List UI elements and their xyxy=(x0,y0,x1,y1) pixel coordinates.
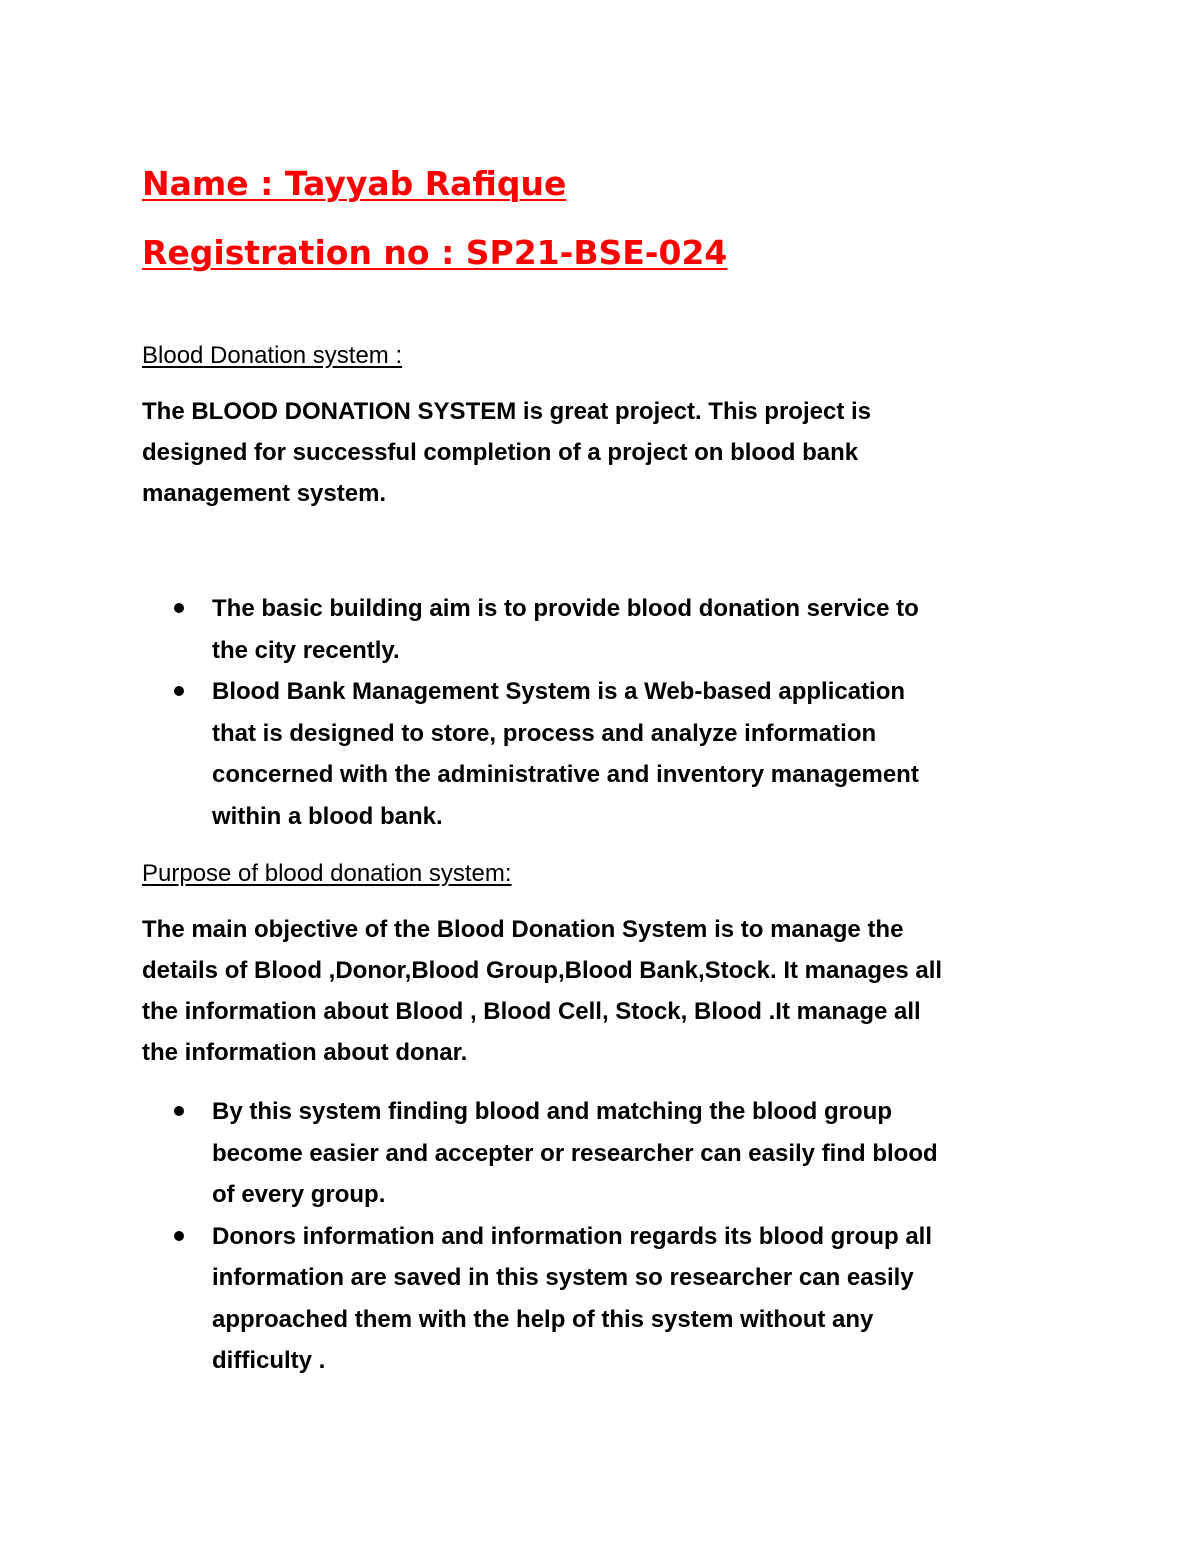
paragraph-line: details of Blood ,Donor,Blood Group,Blood Bank,Stock. It manages all xyxy=(142,957,943,984)
bullet-list-purpose xyxy=(172,1091,1072,1382)
section-heading-purpose: Purpose of blood donation system: xyxy=(142,860,512,887)
registration-number: Registration no : SP21-BSE-024 xyxy=(142,233,728,272)
list-item-line: concerned with the administrative and inventory management xyxy=(212,761,919,788)
paragraph-line: management system. xyxy=(142,480,387,507)
list-item-line: become easier and accepter or researcher can easily find blood xyxy=(212,1139,938,1167)
bullet-icon xyxy=(174,1106,184,1116)
paragraph-line: the information about Blood , Blood Cell, Stock, Blood .It manage all xyxy=(142,998,921,1025)
student-name: Name : Tayyab Rafique xyxy=(142,164,567,203)
paragraph-line: The BLOOD DONATION SYSTEM is great project. This project is xyxy=(142,398,871,425)
bullet-icon xyxy=(174,686,184,696)
list-item-line: of every group. xyxy=(212,1181,386,1208)
bullet-list-aims xyxy=(172,588,1072,837)
list-item-line: that is designed to store, process and analyze information xyxy=(212,719,877,747)
list-item-line: Donors information and information regards its blood group all xyxy=(212,1222,933,1250)
purpose-paragraph xyxy=(142,909,1062,1073)
section-heading-blood-donation-system: Blood Donation system : xyxy=(142,342,403,369)
list-item-line: within a blood bank. xyxy=(212,802,443,830)
bullet-icon xyxy=(174,1231,184,1241)
list-item-line: Blood Bank Management System is a Web-based application xyxy=(212,678,906,705)
list-item-line: approached them with the help of this system without any xyxy=(212,1305,874,1333)
list-item xyxy=(172,1091,1072,1216)
list-item xyxy=(172,671,1072,837)
list-item-line: the city recently. xyxy=(212,636,400,664)
list-item-line: information are saved in this system so researcher can easily xyxy=(212,1264,914,1291)
list-item xyxy=(172,1216,1072,1382)
paragraph-line: the information about donar. xyxy=(142,1039,468,1066)
paragraph-line: designed for successful completion of a project on blood bank xyxy=(142,439,859,466)
list-item xyxy=(172,588,1072,671)
list-item-line: By this system finding blood and matching the blood group xyxy=(212,1098,892,1125)
list-item-line: difficulty . xyxy=(212,1347,326,1374)
intro-paragraph xyxy=(142,391,1062,514)
bullet-icon xyxy=(174,603,184,613)
paragraph-line: The main objective of the Blood Donation System is to manage the xyxy=(142,916,904,943)
list-item-line: The basic building aim is to provide blood donation service to xyxy=(212,595,919,622)
